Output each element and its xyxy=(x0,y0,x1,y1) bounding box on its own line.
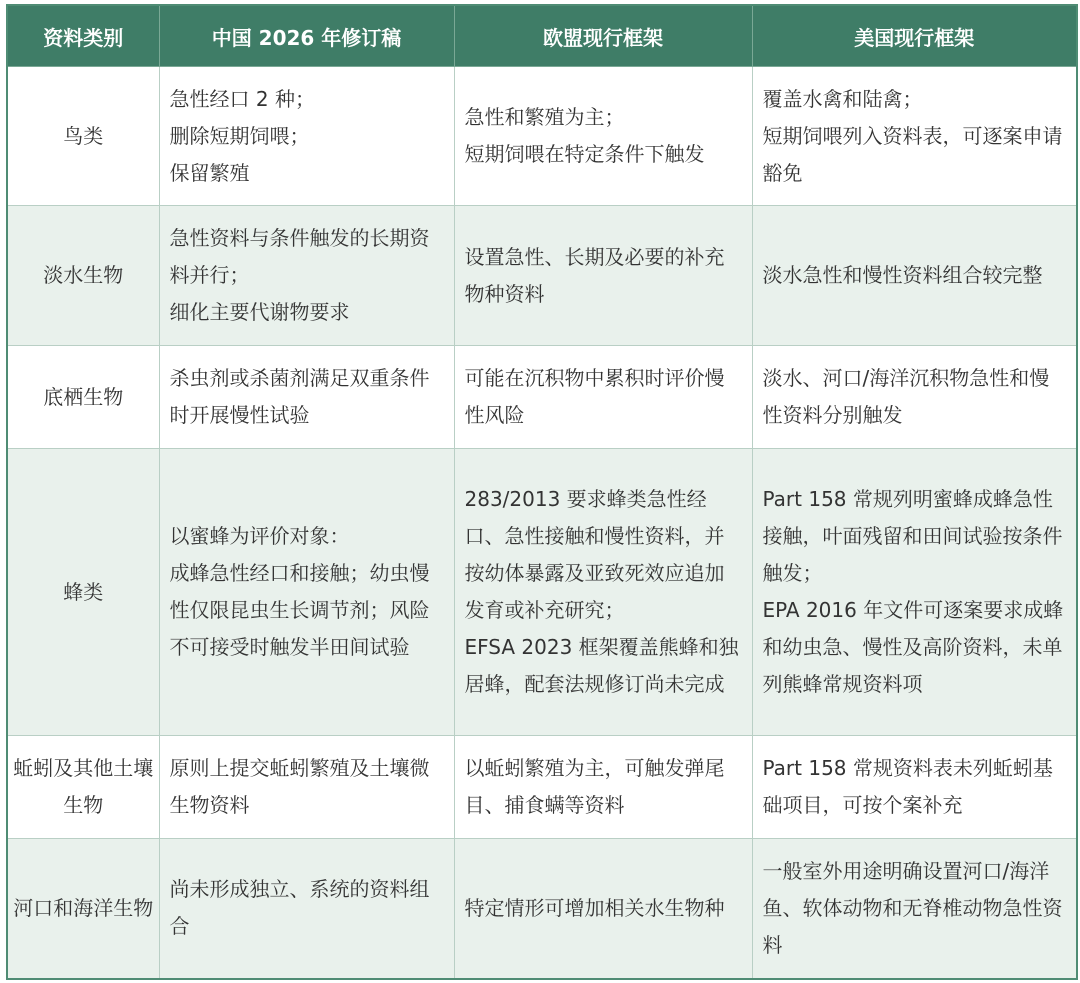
category-cell: 淡水生物 xyxy=(7,206,159,346)
category-cell: 蜂类 xyxy=(7,449,159,736)
china-cell: 原则上提交蚯蚓繁殖及土壤微生物资料 xyxy=(159,736,454,839)
header-china: 中国 2026 年修订稿 xyxy=(159,5,454,67)
us-cell: 覆盖水禽和陆禽； 短期饲喂列入资料表，可逐案申请豁免 xyxy=(752,67,1077,206)
us-cell: 一般室外用途明确设置河口/海洋鱼、软体动物和无脊椎动物急性资料 xyxy=(752,839,1077,979)
china-cell: 尚未形成独立、系统的资料组合 xyxy=(159,839,454,979)
header-us: 美国现行框架 xyxy=(752,5,1077,67)
china-cell: 杀虫剂或杀菌剂满足双重条件时开展慢性试验 xyxy=(159,346,454,449)
china-cell: 急性资料与条件触发的长期资料并行； 细化主要代谢物要求 xyxy=(159,206,454,346)
table-row xyxy=(7,449,1077,736)
table-row xyxy=(7,67,1077,206)
table-row xyxy=(7,346,1077,449)
comparison-table xyxy=(6,4,1078,980)
us-cell: Part 158 常规资料表未列蚯蚓基础项目，可按个案补充 xyxy=(752,736,1077,839)
header-category: 资料类别 xyxy=(7,5,159,67)
china-cell: 急性经口 2 种； 删除短期饲喂； 保留繁殖 xyxy=(159,67,454,206)
category-cell: 河口和海洋生物 xyxy=(7,839,159,979)
header-eu: 欧盟现行框架 xyxy=(454,5,752,67)
us-cell: 淡水急性和慢性资料组合较完整 xyxy=(752,206,1077,346)
china-cell: 以蜜蜂为评价对象： 成蜂急性经口和接触；幼虫慢性仅限昆虫生长调节剂；风险不可接受时触发半田间试验 xyxy=(159,449,454,736)
us-cell: 淡水、河口/海洋沉积物急性和慢性资料分别触发 xyxy=(752,346,1077,449)
us-cell: Part 158 常规列明蜜蜂成蜂急性接触，叶面残留和田间试验按条件触发； EPA 2016 年文件可逐案要求成蜂和幼虫急、慢性及高阶资料，未单列熊蜂常规资料项 xyxy=(752,449,1077,736)
table-row xyxy=(7,736,1077,839)
eu-cell: 283/2013 要求蜂类急性经口、急性接触和慢性资料，并按幼体暴露及亚致死效应追加发育或补充研究； EFSA 2023 框架覆盖熊蜂和独居蜂，配套法规修订尚未完成 xyxy=(454,449,752,736)
eu-cell: 急性和繁殖为主； 短期饲喂在特定条件下触发 xyxy=(454,67,752,206)
header-row xyxy=(7,5,1077,67)
eu-cell: 可能在沉积物中累积时评价慢性风险 xyxy=(454,346,752,449)
table-row xyxy=(7,206,1077,346)
eu-cell: 以蚯蚓繁殖为主，可触发弹尾目、捕食螨等资料 xyxy=(454,736,752,839)
table-row xyxy=(7,839,1077,979)
category-cell: 底栖生物 xyxy=(7,346,159,449)
category-cell: 蚯蚓及其他土壤生物 xyxy=(7,736,159,839)
category-cell: 鸟类 xyxy=(7,67,159,206)
eu-cell: 特定情形可增加相关水生物种 xyxy=(454,839,752,979)
eu-cell: 设置急性、长期及必要的补充物种资料 xyxy=(454,206,752,346)
